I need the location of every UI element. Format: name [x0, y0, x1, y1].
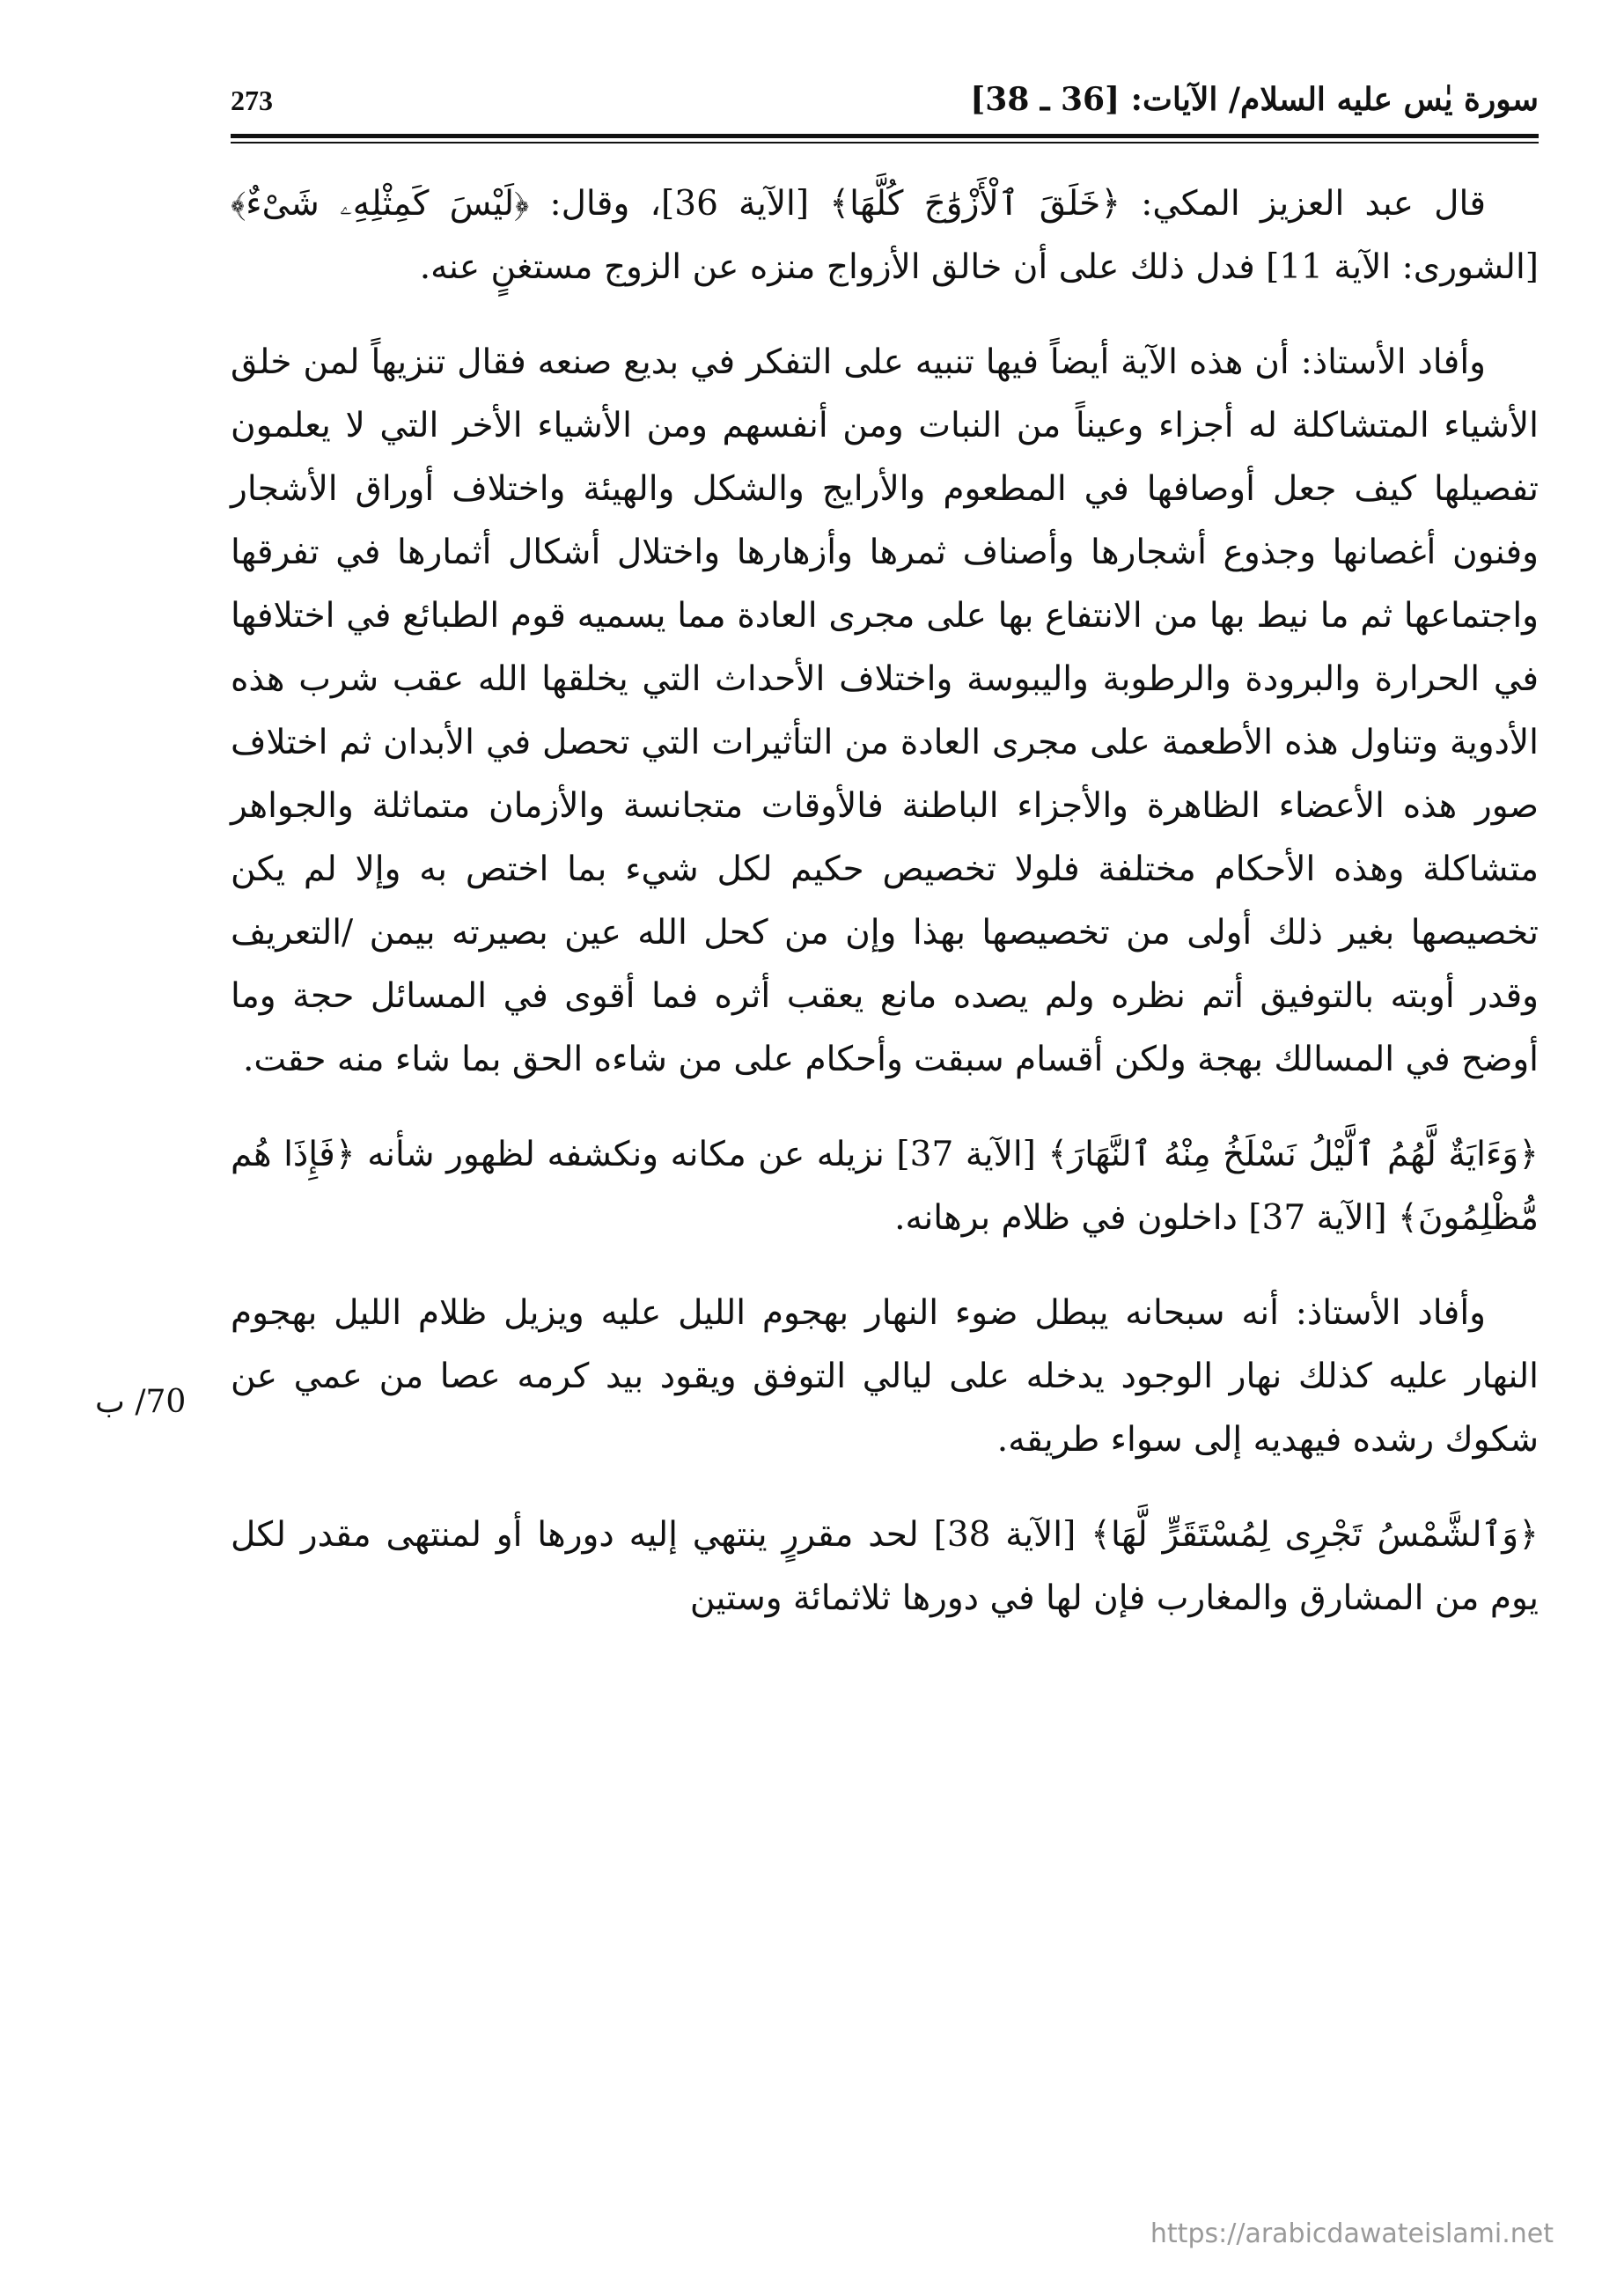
paragraph-3: ﴿وَءَايَةٌ لَّهُمُ ٱلَّيْلُ نَسْلَخُ مِنْهُ ٱلنَّهَارَ﴾ [الآية 37] نزيله عن مكانه ونكشفه لظهور شأنه ﴿فَإِذَا هُم مُّظْلِمُونَ﴾ [الآية 37] داخلون في ظلام برهانه. [231, 1135, 1539, 1238]
manuscript-folio-note: 70/ ب [95, 1384, 187, 1420]
running-title: سورة يٰس عليه السلام/ الآيات: [36 ـ 38] [970, 81, 1539, 118]
watermark-url: https://arabicdawateislami.net [1150, 2218, 1554, 2249]
paragraph-2: وأفاد الأستاذ: أن هذه الآية أيضاً فيها تنبيه على التفكر في بديع صنعه فقال تنزيهاً لمن خلق الأشياء المتشاكلة له أجزاء وعيناً من النبات ومن أنفسهم ومن الأشياء الأخر التي لا يعلمون تفصيلها كيف جعل أوصافها في المطعوم والأرايج والشكل والهيئة واختلاف أوراق الأشجار وفنون أغصانها وجذوع أشجارها وأصناف ثمرها وأزهارها واختلال أشكال أثمارها في تفرقها واجتماعها ثم ما نيط بها من الانتفاع بها على مجرى العادة مما يسميه قوم الطبائع في اختلافها في الحرارة والبرودة والرطوبة واليبوسة واختلاف الأحداث التي يخلقها الله عقب شرب هذه الأدوية وتناول هذه الأطعمة على مجرى العادة من التأثيرات التي تحصل في الأبدان ثم اختلاف صور هذه الأعضاء الظاهرة والأجزاء الباطنة فالأوقات متجانسة والأزمان متماثلة والجواهر متشاكلة وهذه الأحكام مختلفة فلولا تخصيص حكيم لكل شيء بما اختص به وإلا لم يكن تخصيصها بغير ذلك أولى من تخصيصها بهذا وإن من كحل الله عين بصيرته بيمن /التعريف وقدر أوبته بالتوفيق أتم نظره ولم يصده مانع يعقب أثره فما أقوى في المسائل حجة وما أوضح في المسالك بهجة ولكن أقسام سبقت وأحكام على من شاءه الحق بما شاء منه حقت. [231, 342, 1539, 1079]
paragraph-5: ﴿وَٱلشَّمْسُ تَجْرِى لِمُسْتَقَرٍّ لَّهَا﴾ [الآية 38] لحد مقررٍ ينتهي إليه دورها أو لمنتهى مقدر لكل يوم من المشارق والمغارب فإن لها في دورها ثلاثمائة وستين [231, 1515, 1539, 1618]
page-header [231, 81, 1539, 134]
header-rule-thick [231, 134, 1539, 138]
paragraph-1: قال عبد العزيز المكي: ﴿خَلَقَ ٱلْأَزْوَٰجَ كُلَّهَا﴾ [الآية 36]، وقال: ﴿لَيْسَ كَمِثْلِهِۦ شَىْءٌ﴾ [الشورى: الآية 11] فدل ذلك على أن خالق الأزواج منزه عن الزوج مستغنٍ عنه. [231, 184, 1539, 287]
header-rule-thin [231, 142, 1539, 143]
page-body [231, 173, 1539, 1662]
paragraph-4: وأفاد الأستاذ: أنه سبحانه يبطل ضوء النهار بهجوم الليل عليه ويزيل ظلام الليل بهجوم النهار عليه كذلك نهار الوجود يدخله على ليالي التوفق ويقود بيد كرمه عصا من عمي عن شكوك رشده فيهديه إلى سواء طريقه. [231, 1293, 1539, 1460]
page-number: 273 [231, 85, 273, 116]
